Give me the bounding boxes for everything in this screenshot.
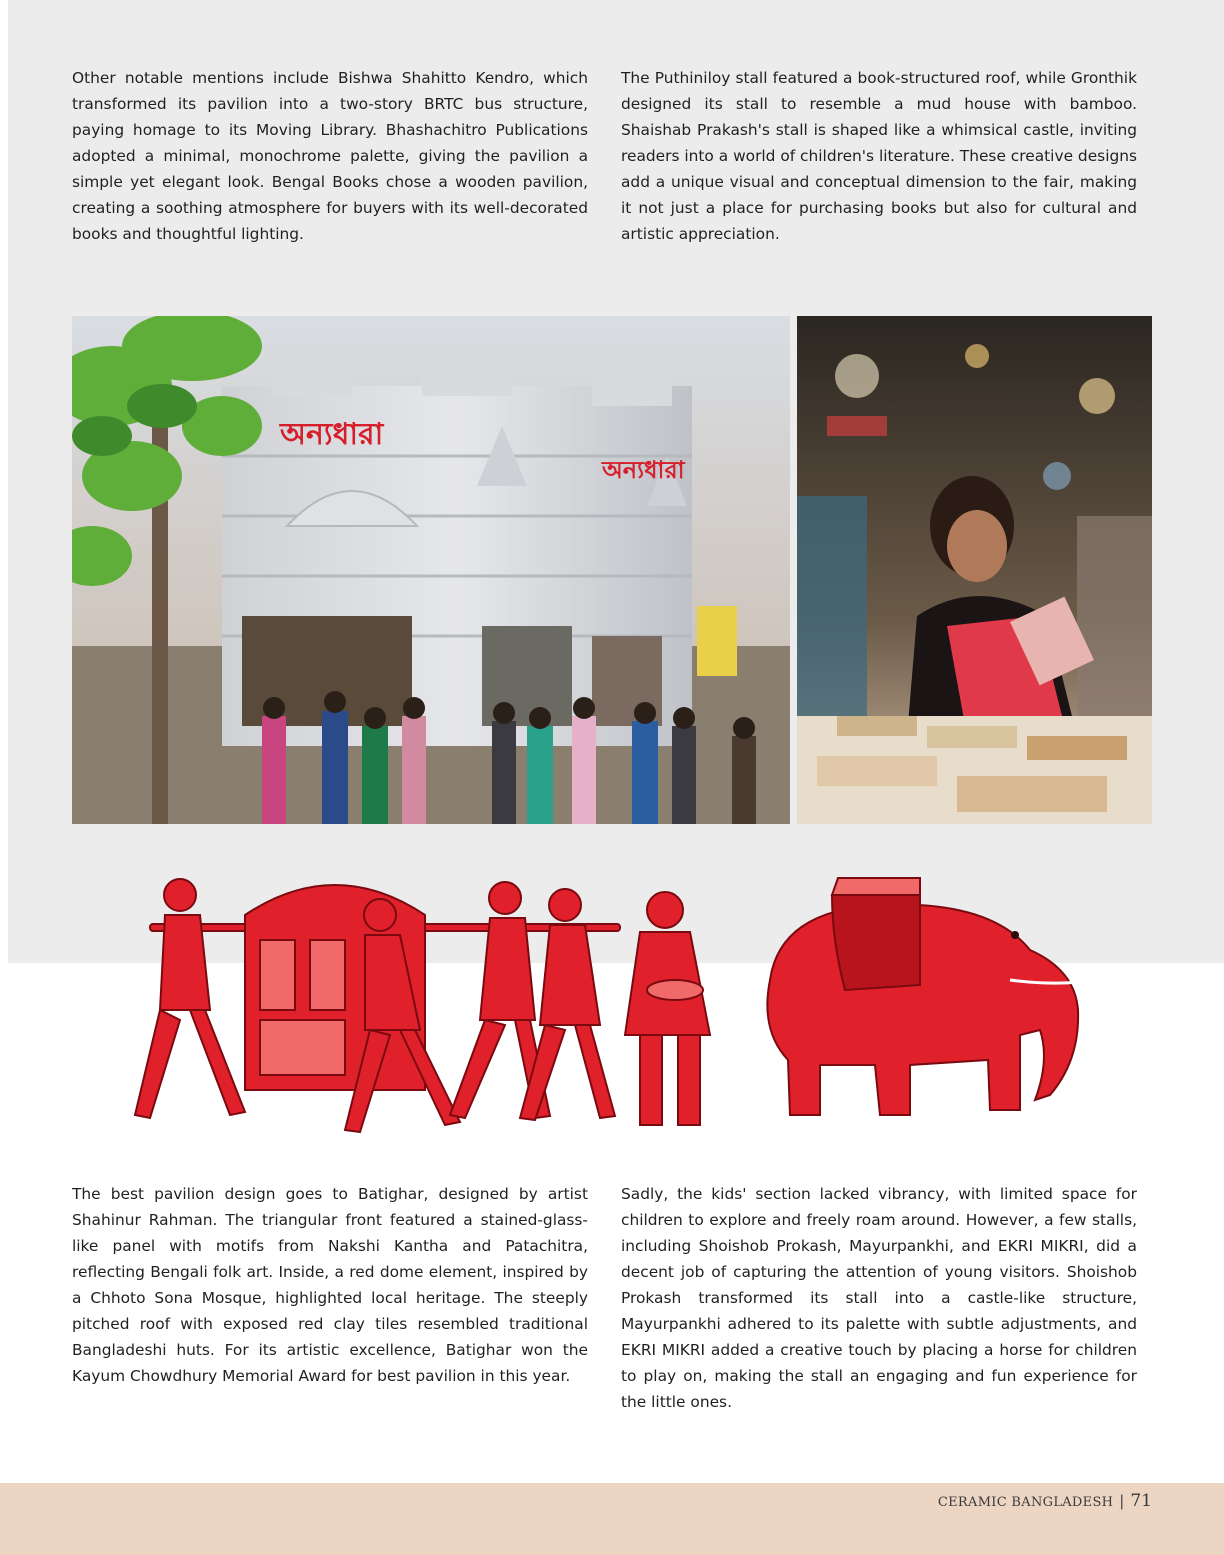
article-column-bottom-right: Sadly, the kids' section lacked vibrancy, with limited space for children to explore and freely roam around. However, a few stalls, including Shoishob Prokash, Mayurpankhi, and EKRI MIKRI, did a decent job of capturing the attention of young visitors. Shoishob Prokash transformed its stall into a castle-like structure, Mayurpankhi adhered to its palette with subtle adjustments, and EKRI MIKRI added a creative touch by placing a horse for children to play on, making the stall an engaging and fun experience for the little ones. [621, 1185, 1137, 1411]
article-column-top-left: Other notable mentions include Bishwa Shahitto Kendro, which transformed its pavilion into a two-story BRTC bus structure, paying homage to its Moving Library. Bhashachitro Publications adopted a minimal, monochrome palette, giving the pavilion a simple yet elegant look. Bengal Books chose a wooden pavilion, creating a soothing atmosphere for buyers with its well-decorated books and thoughtful lighting. [72, 69, 588, 243]
folk-art-palanquin-illustration [120, 860, 1100, 1150]
pavilion-sign-text-secondary: অন্যধারা [602, 456, 685, 484]
page-number: 71 [1130, 1491, 1152, 1511]
article-column-bottom-left: The best pavilion design goes to Batighar, designed by artist Shahinur Rahman. The triangular front featured a stained-glass-like panel with motifs from Nakshi Kantha and Patachitra, reflecting Bengali folk art. Inside, a red dome element, inspired by a Chhoto Sona Mosque, highlighted local heritage. The steeply pitched roof with exposed red clay tiles resembled traditional Bangladeshi huts. For its artistic excellence, Batighar won the Kayum Chowdhury Memorial Award for best pavilion in this year. [72, 1185, 588, 1385]
reader-photo [797, 316, 1152, 824]
magazine-name: CERAMIC BANGLADESH [937, 1495, 1114, 1510]
folio-separator: | [1119, 1492, 1125, 1510]
page-folio [938, 1491, 1152, 1511]
pavilion-sign-text: অন্যধারা [280, 417, 384, 452]
pavilion-photo [72, 316, 790, 824]
article-column-top-right: The Puthiniloy stall featured a book-structured roof, while Gronthik designed its stall to resemble a mud house with bamboo. Shaishab Prakash's stall is shaped like a whimsical castle, inviting readers into a world of children's literature. These creative designs add a unique visual and conceptual dimension to the fair, making it not just a place for purchasing books but also for cultural and artistic appreciation. [621, 69, 1138, 243]
